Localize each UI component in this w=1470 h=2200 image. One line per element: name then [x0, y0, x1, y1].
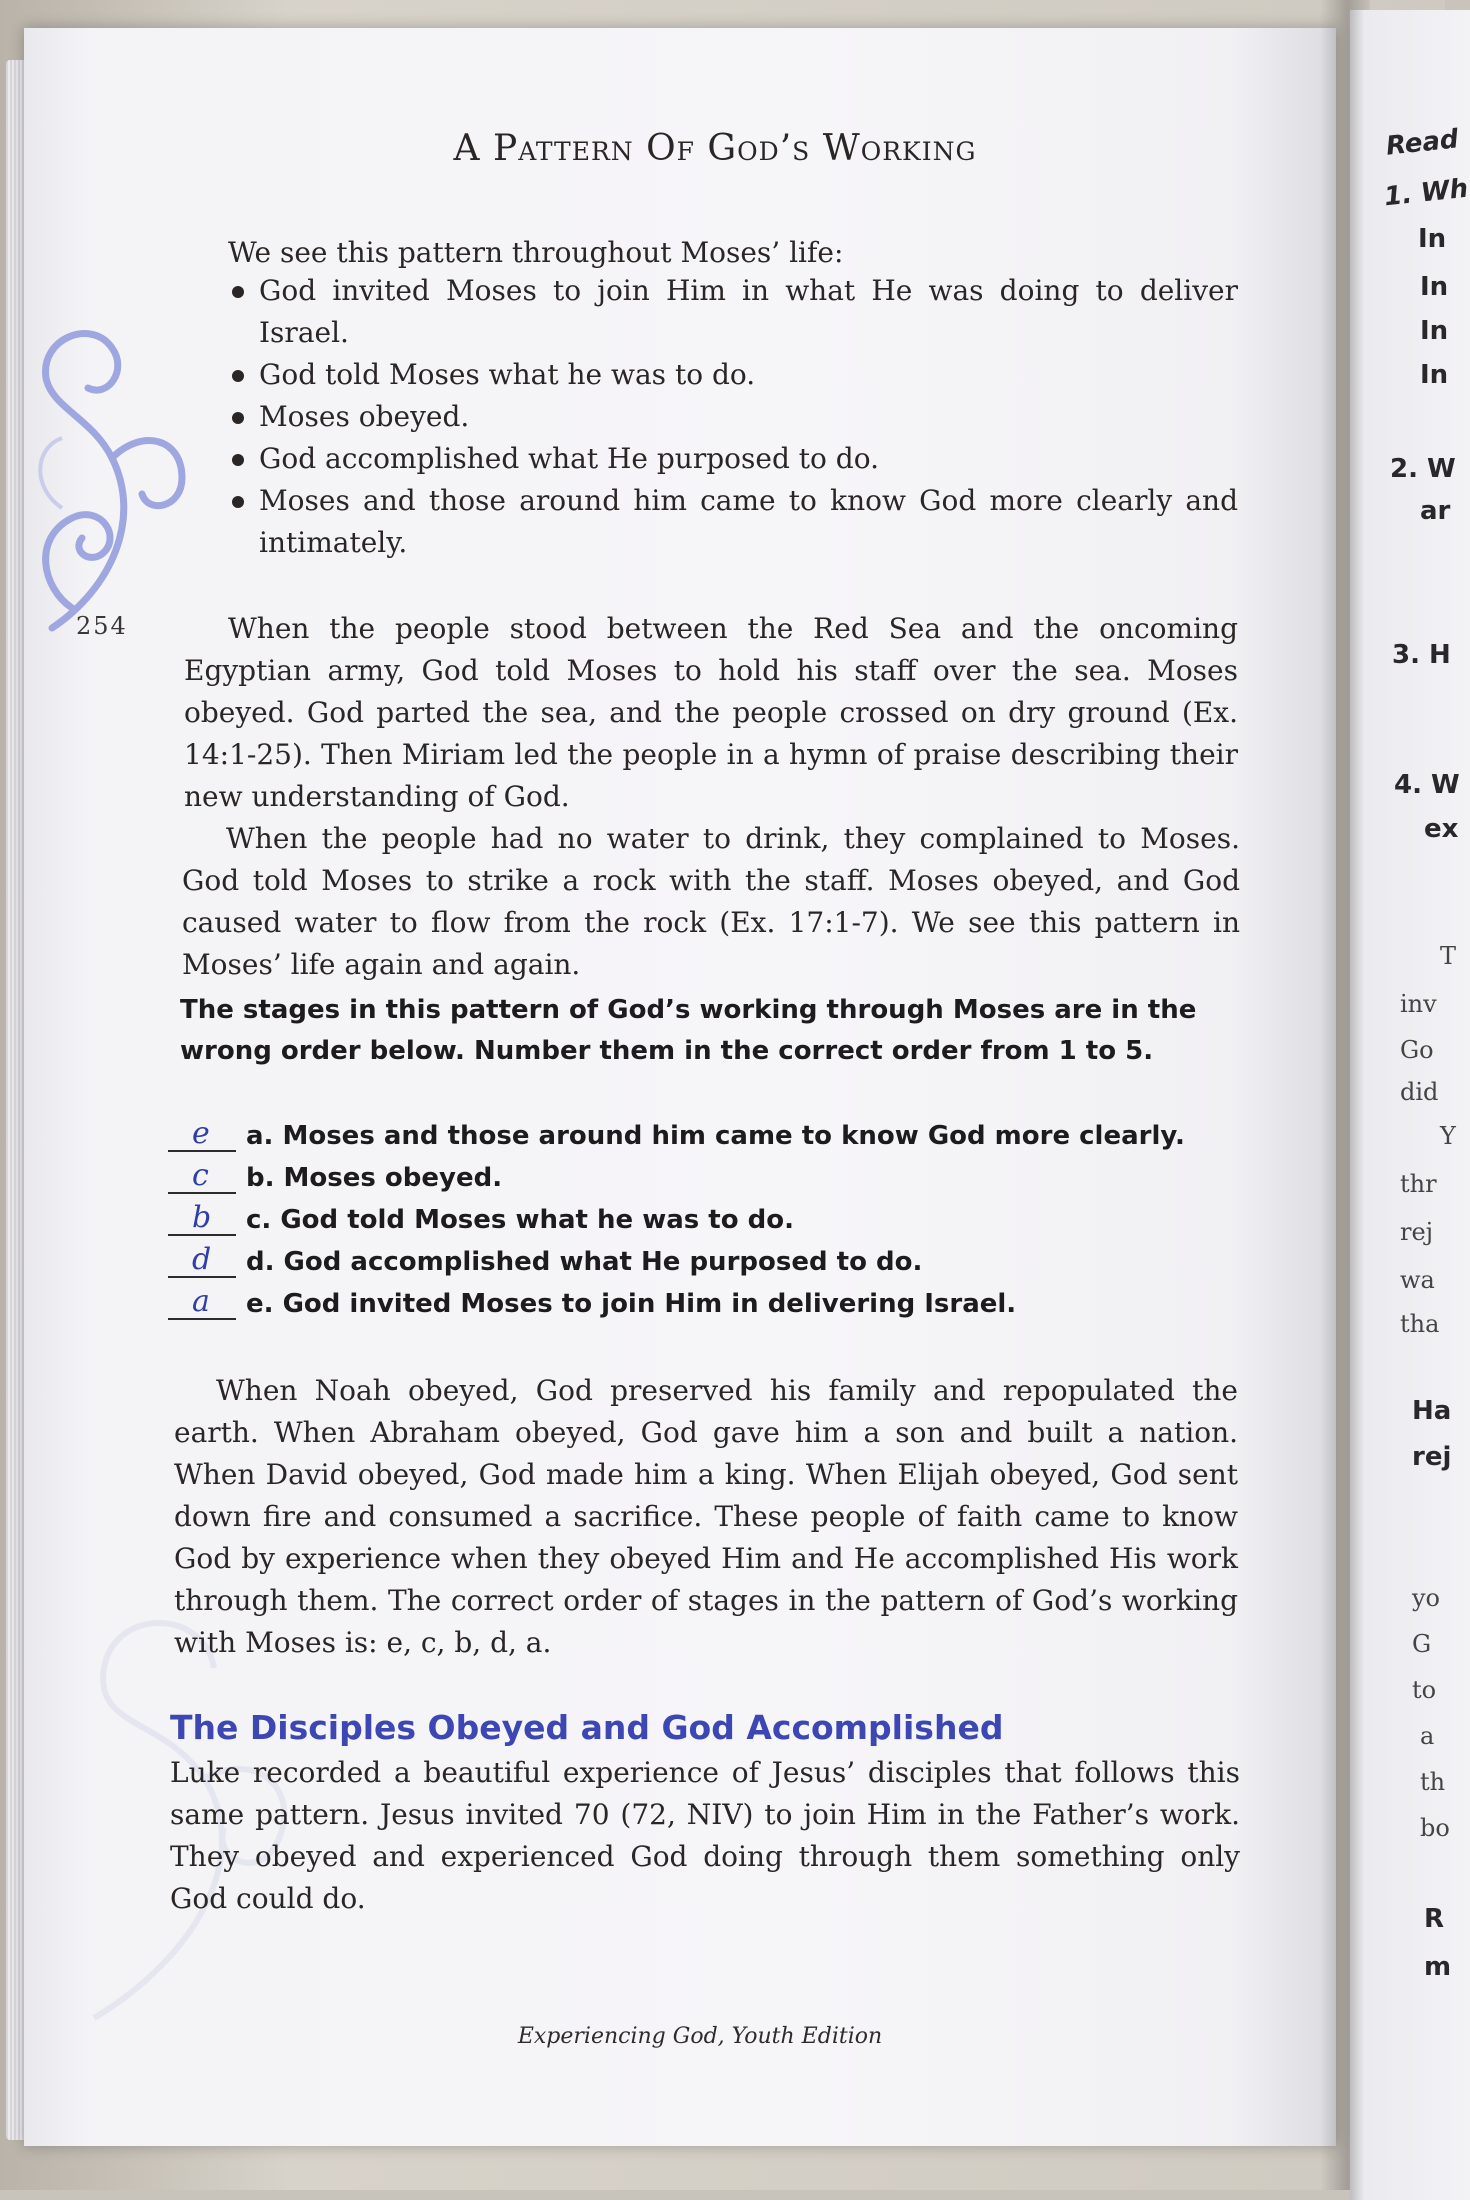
intro-lead: We see this pattern throughout Moses’ life: [228, 236, 844, 269]
right-fragment: Go [1400, 1036, 1434, 1064]
pattern-bullet-list [228, 270, 1238, 564]
bullet-icon [232, 370, 244, 382]
right-fragment: m [1424, 1952, 1452, 1982]
paragraph-people-of-faith: When Noah obeyed, God preserved his family and repopulated the earth. When Abraham obeyed, God gave him a son and built a nation. When David obeyed, God made him a king. When Elijah obeyed, God sent down fire and consumed a sacrifice. These people of faith came to know God by experience when they obeyed Him and He accomplished His work through them. The correct order of stages in the pattern of God’s working with Moses is: e, c, b, d, a. [174, 1374, 1238, 1659]
right-fragment: Ha [1412, 1396, 1452, 1426]
answer-row [168, 1284, 1248, 1326]
right-fragment: 3. H [1392, 640, 1451, 670]
bullet-item: God accomplished what He purposed to do. [228, 438, 1238, 480]
handwritten-answer: b [192, 1200, 212, 1235]
right-fragment: In [1420, 360, 1449, 390]
bullet-icon [232, 412, 244, 424]
right-fragment: In [1420, 316, 1449, 346]
paragraph-red-sea: When the people stood between the Red Sea and the oncoming Egyptian army, God told Moses to hold his staff over the sea. Moses obeyed. God parted the sea, and the people crossed on dry ground (Ex. 14:1-25). Then Miriam led the people in a hymn of praise describing their new understanding of God. [184, 612, 1238, 813]
bullet-item: God told Moses what he was to do. [228, 354, 1238, 396]
right-fragment: R [1424, 1904, 1445, 1934]
answer-blank[interactable] [168, 1158, 236, 1194]
right-fragment: yo [1412, 1584, 1441, 1612]
right-fragment: In [1420, 272, 1449, 302]
answer-row [168, 1158, 1248, 1200]
answer-row [168, 1116, 1248, 1158]
answer-blank[interactable] [168, 1200, 236, 1236]
answer-text: e. God invited Moses to join Him in delivering Israel. [246, 1289, 1017, 1319]
swirl-ornament-icon [32, 288, 192, 668]
handwritten-answer: c [192, 1158, 209, 1193]
right-fragment: tha [1400, 1310, 1440, 1338]
right-fragment: ar [1420, 496, 1451, 526]
right-fragment: th [1420, 1768, 1446, 1796]
paragraph-disciples: Luke recorded a beautiful experience of Jesus’ disciples that follows this same pattern. Jesus invited 70 (72, NIV) to join Him in the Father’s work. They obeyed and experienced God doing through them something only God could do. [170, 1756, 1240, 1915]
answer-row [168, 1242, 1248, 1284]
section-subheading: The Disciples Obeyed and God Accomplished [170, 1708, 1004, 1747]
paragraph-water-rock: When the people had no water to drink, they complained to Moses. God told Moses to strike a rock with the staff. Moses obeyed, and God caused water to flow from the rock (Ex. 17:1-7). We see this pattern in Moses’ life again and again. [182, 822, 1240, 981]
right-fragment: rej [1412, 1442, 1452, 1472]
right-fragment: Y [1440, 1122, 1456, 1150]
exercise-answer-list [168, 1116, 1248, 1326]
right-fragment: In [1418, 224, 1447, 254]
answer-text: c. God told Moses what he was to do. [246, 1205, 794, 1235]
handwritten-answer: d [192, 1242, 212, 1277]
exercise-instruction: The stages in this pattern of God’s working through Moses are in the wrong order below. Number them in the correct order from 1 to 5. [180, 995, 1197, 1066]
page-title: A Pattern Of God’s Working [453, 128, 977, 169]
right-fragment: to [1412, 1676, 1437, 1704]
right-fragment: Read [1384, 124, 1460, 162]
answer-blank[interactable] [168, 1242, 236, 1278]
answer-blank[interactable] [168, 1284, 236, 1320]
bullet-icon [232, 454, 244, 466]
bullet-item: Moses obeyed. [228, 396, 1238, 438]
bullet-icon [232, 286, 244, 298]
answer-text: b. Moses obeyed. [246, 1163, 503, 1193]
handwritten-answer: e [192, 1116, 210, 1151]
right-fragment: 1. Wh [1382, 173, 1470, 213]
right-fragment: a [1420, 1722, 1435, 1750]
answer-text: a. Moses and those around him came to know God more clearly. [246, 1121, 1185, 1151]
handwritten-answer: a [192, 1284, 210, 1319]
page-number: 254 [76, 612, 128, 640]
right-fragment: G [1412, 1630, 1432, 1658]
right-fragment: 2. W [1390, 454, 1456, 484]
answer-row [168, 1200, 1248, 1242]
answer-blank[interactable] [168, 1116, 236, 1152]
right-fragment: T [1440, 942, 1457, 970]
right-fragment: thr [1400, 1170, 1437, 1198]
right-fragment: wa [1400, 1266, 1435, 1294]
right-page [1350, 10, 1470, 2200]
right-fragment: bo [1420, 1814, 1450, 1842]
bullet-item: Moses and those around him came to know God more clearly and intimately. [228, 480, 1238, 564]
right-fragment: 4. W [1394, 770, 1460, 800]
right-fragment: ex [1424, 814, 1459, 844]
bullet-icon [232, 496, 244, 508]
bullet-item: God invited Moses to join Him in what He was doing to deliver Israel. [228, 270, 1238, 354]
right-fragment: did [1400, 1078, 1439, 1106]
right-fragment: rej [1400, 1218, 1434, 1246]
answer-text: d. God accomplished what He purposed to do. [246, 1247, 923, 1277]
page-footer: Experiencing God, Youth Edition [517, 2024, 883, 2049]
right-fragment: inv [1400, 990, 1437, 1018]
